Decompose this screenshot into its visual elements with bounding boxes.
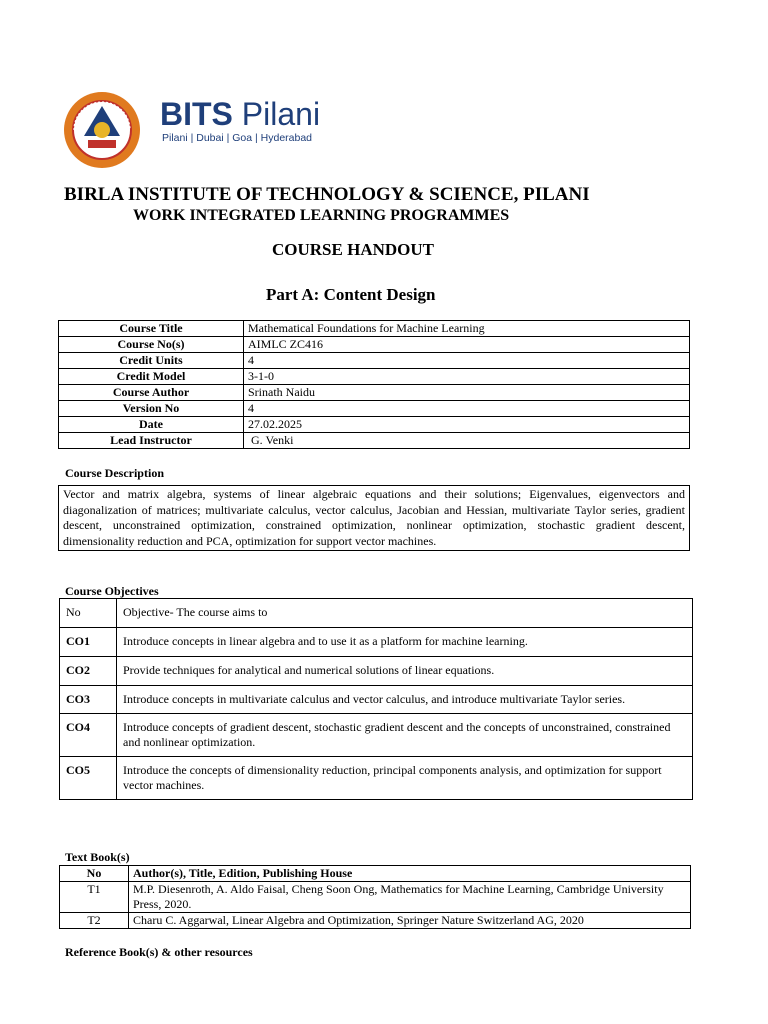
document-title: COURSE HANDOUT [272,240,434,259]
table-row: Credit Units 4 [59,353,690,369]
course-description-text: Vector and matrix algebra, systems of linear algebraic equations and their solutions; Eigenvalues, eigenvectors and diagonalization of matrices; multivariate calculus, vector calculus, Jacobian and Hessian, multivariate Taylor series, gradient descent, unconstrained optimization, constrained optimization, nonlinear optimization, stochastic gradient descent, dimensionality reduction and PCA, optimization for support vector machines. [58,485,690,551]
course-info-table [58,320,690,449]
bits-emblem-icon [62,90,142,170]
table-row: CO5 Introduce the concepts of dimensionality reduction, principal components analysis, and optimization for support vector machines. [60,757,693,800]
table-row: T1 M.P. Diesenroth, A. Aldo Faisal, Cheng Soon Ong, Mathematics for Machine Learning, Cambridge University Press, 2020. [60,882,691,913]
bits-logo [62,90,332,170]
table-row: CO2 Provide techniques for analytical and numerical solutions of linear equations. [60,657,693,686]
textbooks-table [59,865,691,929]
table-row: T2 Charu C. Aggarwal, Linear Algebra and Optimization, Springer Nature Switzerland AG, 2020 [60,913,691,929]
table-row: Lead Instructor G. Venki [59,433,690,449]
table-row: CO4 Introduce concepts of gradient descent, stochastic gradient descent and the concepts of unconstrained, constrained and nonlinear optimization. [60,714,693,757]
table-row: No Author(s), Title, Edition, Publishing House [60,866,691,882]
table-row: Course Author Srinath Naidu [59,385,690,401]
table-row: Course Title Mathematical Foundations for Machine Learning [59,321,690,337]
course-description-heading: Course Description [65,466,164,480]
table-row: CO3 Introduce concepts in multivariate calculus and vector calculus, and introduce multivariate Taylor series. [60,686,693,714]
table-row: Version No 4 [59,401,690,417]
table-row: Date 27.02.2025 [59,417,690,433]
table-row: CO1 Introduce concepts in linear algebra and to use it as a platform for machine learning. [60,628,693,657]
table-row: Credit Model 3-1-0 [59,369,690,385]
brand-name: BITS Pilani [160,96,321,132]
brand-campuses: Pilani | Dubai | Goa | Hyderabad [162,132,313,144]
institute-title: BIRLA INSTITUTE OF TECHNOLOGY & SCIENCE, PILANI [64,184,590,205]
table-row: Course No(s) AIMLC ZC416 [59,337,690,353]
textbooks-heading: Text Book(s) [65,850,130,864]
course-objectives-table [59,598,693,800]
reference-books-heading: Reference Book(s) & other resources [65,945,253,959]
table-row: No Objective- The course aims to [60,599,693,628]
course-objectives-heading: Course Objectives [65,584,159,598]
part-title: Part A: Content Design [266,285,436,304]
programme-title: WORK INTEGRATED LEARNING PROGRAMMES [133,207,510,224]
